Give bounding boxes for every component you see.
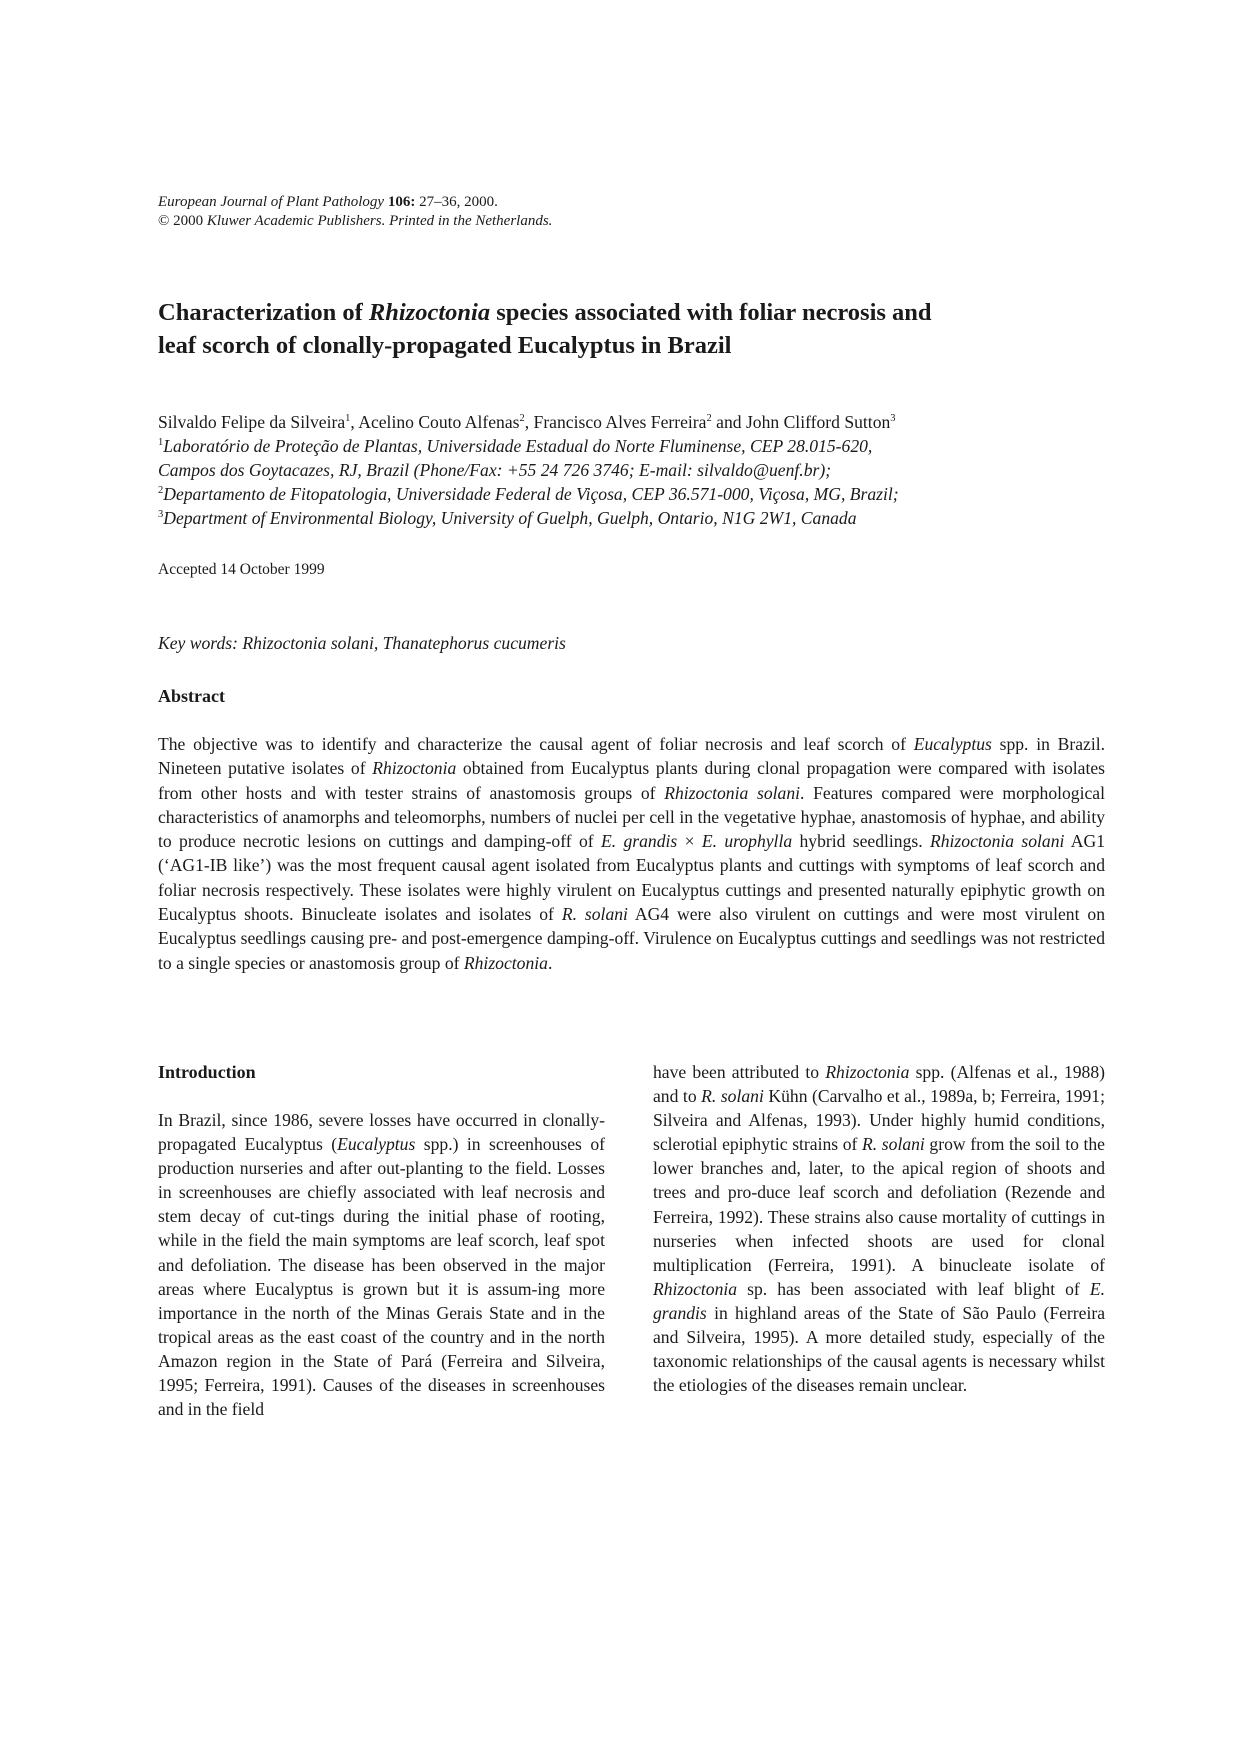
body-text: spp. (Alfenas et al., 1988) and to xyxy=(653,1062,1105,1107)
body-text: grow from the soil to the lower branches and, later, to the apical region of shoots and trees and pro-duce leaf scorch and defoliation (Rezende and Ferreira, 1992). These strains also cause mortality of cuttings in nurseries when infected shoots are used for clonal multiplication (Ferreira, 1991). A binucleate isolate of xyxy=(653,1134,1105,1275)
affiliation-line xyxy=(158,482,1098,506)
journal-header xyxy=(158,193,552,231)
italic-text: R. solani xyxy=(701,1086,764,1107)
title-line-2: leaf scorch of clonally-propagated Eucalyptus in Brazil xyxy=(158,332,732,359)
author-sup: 2 xyxy=(706,413,712,425)
italic-text: E. grandis xyxy=(600,831,678,852)
italic-text: E. grandis xyxy=(653,1278,1105,1323)
author-name: Silvaldo Felipe da Silveira xyxy=(158,412,346,432)
affiliation-text: Departamento de Fitopatologia, Universidade Federal de Viçosa, CEP 36.571-000, Viçosa, MG, Brazil; xyxy=(163,484,899,504)
title-text-b: species associated with foliar necrosis and xyxy=(490,299,932,326)
author-name: Francisco Alves Ferreira xyxy=(533,412,707,432)
title-line-1 xyxy=(158,296,1098,329)
italic-text: Eucalyptus xyxy=(913,734,992,754)
body-text: obtained from Eucalyptus plants during clonal propagation were compared with isolates from other hosts and with tester strains of anastomosis groups of xyxy=(158,758,1105,803)
italic-text: E. urophylla xyxy=(701,831,793,852)
body-text: have been attributed to xyxy=(653,1062,826,1082)
body-text: spp. in Brazil. Nineteen putative isolates of xyxy=(158,734,1105,779)
title-genus: Rhizoctonia xyxy=(368,299,491,326)
abstract-heading: Abstract xyxy=(158,686,225,706)
affiliation-line xyxy=(158,458,1098,482)
body-text: . Features compared were morphological characteristics of anamorphs and teleomorphs, numbers of nuclei per cell in the vegetative hyphae, anastomosis of hyphae, and ability to produce necrotic lesions on cuttings and damping-off of xyxy=(158,782,1105,852)
affiliation-text: Department of Environmental Biology, University of Guelph, Guelph, Ontario, N1G 2W1, Canada xyxy=(163,508,857,528)
author-sep: , xyxy=(524,412,534,432)
italic-text: Eucalyptus xyxy=(337,1134,416,1155)
journal-pages: 27–36, 2000. xyxy=(415,194,498,210)
body-text: AG1 (‘AG1-IB like’) was the most frequent causal agent isolated from Eucalyptus plants and cuttings with symptoms of leaf scorch and foliar necrosis respectively. These isolates were highly virulent on Eucalyptus cuttings and presented naturally epiphytic growth on Eucalyptus shoots. Binucleate isolates and isolates of xyxy=(158,831,1106,925)
author-name: Acelino Couto Alfenas xyxy=(358,412,520,432)
body-text: × xyxy=(677,831,702,852)
copyright-symbol: © xyxy=(158,213,170,229)
affiliation-line xyxy=(158,506,1098,530)
author-sup: 3 xyxy=(890,413,896,425)
body-text: The objective was to identify and characterize the causal agent of foliar necrosis and leaf scorch of xyxy=(158,734,914,754)
introduction-column-left xyxy=(158,1108,605,1421)
italic-text: Rhizoctonia solani xyxy=(930,831,1065,852)
body-text: sp. has been associated with leaf blight of xyxy=(737,1278,1090,1299)
copyright-year: 2000 xyxy=(169,213,207,229)
author-sup: 1 xyxy=(345,413,351,425)
body-text: spp.) in screenhouses of production nurseries and after out-planting to the field. Losses in screenhouses are chiefly associated with leaf necrosis and stem decay of cut-tings during the initial phase of rooting, while in the field the main symptoms are leaf scorch, leaf spot and defoliation. The disease has been observed in the major areas where Eucalyptus is grown but it is assum-ing more importance in the north of the Minas Gerais State and in the tropical areas as the east coast of the country and in the north Amazon region in the State of Pará (Ferreira and Silveira, 1995; Ferreira, 1991). Causes of the diseases in screenhouses and in the field xyxy=(158,1134,605,1420)
body-text: Kühn (Carvalho et al., 1989a, b; Ferreira, 1991; Silveira and Alfenas, 1993). Under highly humid conditions, sclerotial epiphytic strains of xyxy=(653,1086,1105,1155)
body-text: in highland areas of the State of São Paulo (Ferreira and Silveira, 1995). A more detailed study, especially of the taxonomic relationships of the causal agents is necessary whilst the etiologies of the diseases remain unclear. xyxy=(653,1302,1105,1396)
affiliation-text: Campos dos Goytacazes, RJ, Brazil (Phone/Fax: +55 24 726 3746; E-mail: silvaldo@uenf.br); xyxy=(158,460,832,480)
author-sep: , xyxy=(350,412,359,432)
journal-citation xyxy=(158,193,552,212)
abstract-body xyxy=(158,732,1105,975)
affiliation-sup: 3 xyxy=(158,509,164,521)
italic-text: Rhizoctonia xyxy=(463,952,548,973)
journal-name: European Journal of Plant Pathology xyxy=(158,194,385,210)
introduction-column-right xyxy=(653,1060,1105,1397)
paper-title xyxy=(158,296,1098,362)
italic-text: Rhizoctonia xyxy=(372,758,457,779)
italic-text: Rhizoctonia solani xyxy=(664,782,801,803)
journal-copyright xyxy=(158,212,552,231)
body-text: hybrid seedlings. xyxy=(792,831,930,852)
author-name: John Clifford Sutton xyxy=(745,412,891,432)
author-list xyxy=(158,410,1098,434)
italic-text: R. solani xyxy=(862,1134,925,1155)
affiliation-sup: 1 xyxy=(158,437,164,449)
author-sup: 2 xyxy=(519,413,525,425)
affiliation-sup: 2 xyxy=(158,485,164,497)
accepted-date: Accepted 14 October 1999 xyxy=(158,561,325,578)
publisher: Kluwer Academic Publishers. Printed in the Netherlands. xyxy=(206,213,553,229)
italic-text: Rhizoctonia xyxy=(825,1062,910,1082)
journal-volume: 106: xyxy=(387,194,416,210)
italic-text: Rhizoctonia xyxy=(653,1278,738,1299)
body-text: AG4 were also virulent on cuttings and were most virulent on Eucalyptus seedlings causing pre- and post-emergence damping-off. Virulence on Eucalyptus cuttings and seedlings was not restricted to a single species or anastomosis group of xyxy=(158,904,1105,973)
body-text: In Brazil, since 1986, severe losses have occurred in clonally-propagated Eucalyptus ( xyxy=(158,1110,605,1155)
author-sep: and xyxy=(711,412,746,432)
italic-text: R. solani xyxy=(561,904,628,925)
affiliation-line xyxy=(158,434,1098,458)
body-text: . xyxy=(547,952,553,973)
introduction-heading: Introduction xyxy=(158,1062,256,1082)
affiliations xyxy=(158,434,1098,530)
title-text-a: Characterization of xyxy=(158,299,369,326)
keywords: Key words: Rhizoctonia solani, Thanatephorus cucumeris xyxy=(158,633,566,653)
affiliation-text: Laboratório de Proteção de Plantas, Universidade Estadual do Norte Fluminense, CEP 28.015-620, xyxy=(163,436,873,456)
